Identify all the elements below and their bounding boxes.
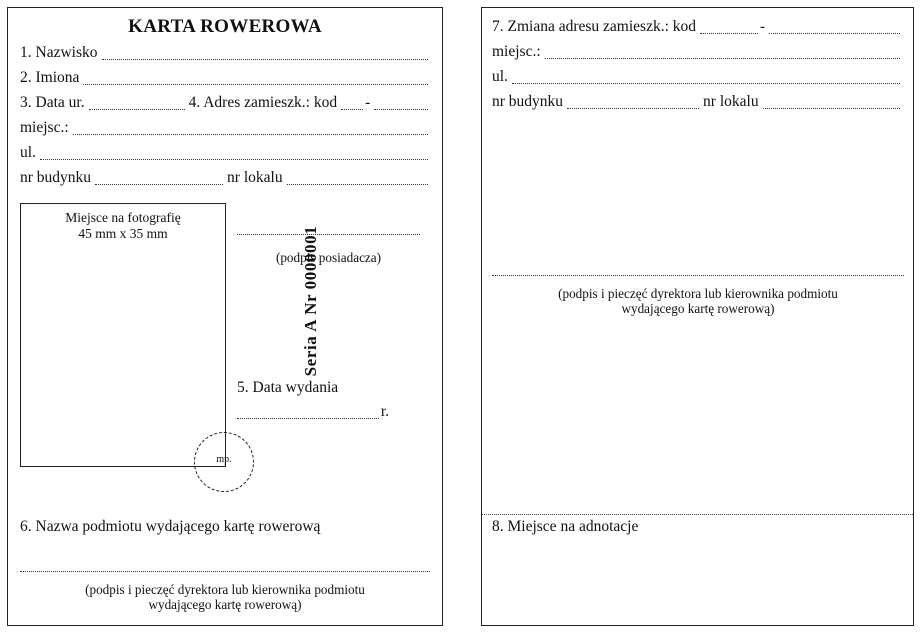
change-signature-caption bbox=[492, 286, 904, 316]
field-building-label: nr budynku bbox=[20, 169, 92, 186]
address-change-building-label: nr budynku bbox=[492, 93, 564, 110]
issuer-caption-line1: (podpis i pieczęć dyrektora lub kierownika podmiotu bbox=[85, 582, 365, 597]
field-address-code-label: 4. Adres zamieszk.: kod bbox=[188, 94, 338, 111]
photo-caption-line1: Miejsce na fotografię bbox=[65, 210, 181, 225]
change-signature-line[interactable] bbox=[492, 275, 904, 276]
address-change-street-line[interactable] bbox=[512, 83, 900, 84]
issue-date-line[interactable] bbox=[237, 418, 379, 419]
field-first-names[interactable] bbox=[20, 69, 430, 89]
address-change-unit-line[interactable] bbox=[763, 108, 900, 109]
address-change-street-label: ul. bbox=[492, 68, 508, 85]
address-change-building-unit[interactable] bbox=[492, 93, 902, 113]
address-change-field[interactable] bbox=[492, 18, 902, 38]
card-title: KARTA ROWEROWA bbox=[128, 16, 322, 37]
issuer-name-label: 6. Nazwa podmiotu wydającego kartę rowerową bbox=[20, 518, 321, 535]
field-surname-line[interactable] bbox=[102, 59, 429, 60]
stamp-label: mp. bbox=[216, 454, 232, 465]
serial-number-text: Seria A Nr 0000001 bbox=[301, 225, 320, 377]
address-change-town-label: miejsc.: bbox=[492, 43, 541, 60]
field-street[interactable] bbox=[20, 144, 430, 164]
address-change-building-line[interactable] bbox=[567, 108, 699, 109]
stamp-placeholder bbox=[194, 432, 254, 492]
address-change-street[interactable] bbox=[492, 68, 902, 88]
field-street-line[interactable] bbox=[40, 159, 428, 160]
issuer-signature-caption bbox=[20, 582, 430, 612]
field-surname[interactable] bbox=[20, 44, 430, 64]
issue-date-field[interactable] bbox=[237, 403, 389, 423]
address-change-label: 7. Zmiana adresu zamieszk.: kod bbox=[492, 18, 697, 35]
change-caption-line1: (podpis i pieczęć dyrektora lub kierownika podmiotu bbox=[558, 286, 838, 301]
field-birthdate-line[interactable] bbox=[89, 109, 185, 110]
annotations-label: 8. Miejsce na adnotacje bbox=[492, 518, 639, 535]
annotations-label-row bbox=[492, 518, 638, 538]
address-change-code-part2[interactable] bbox=[769, 33, 900, 34]
field-first-names-line[interactable] bbox=[83, 84, 428, 85]
field-town-line[interactable] bbox=[73, 134, 428, 135]
field-postcode-part2[interactable] bbox=[374, 109, 428, 110]
field-town-label: miejsc.: bbox=[20, 119, 69, 136]
bicycle-card-front bbox=[7, 7, 443, 626]
issue-date-suffix: r. bbox=[380, 403, 389, 420]
field-building-unit[interactable] bbox=[20, 169, 430, 189]
issuer-signature-line[interactable] bbox=[20, 571, 430, 572]
bicycle-card-back bbox=[481, 7, 914, 626]
field-surname-label: 1. Nazwisko bbox=[20, 44, 98, 61]
address-change-town[interactable] bbox=[492, 43, 902, 63]
photo-caption bbox=[21, 210, 225, 242]
field-street-label: ul. bbox=[20, 144, 36, 161]
postcode-dash: - bbox=[365, 94, 371, 111]
issue-date-label: 5. Data wydania bbox=[237, 379, 339, 396]
field-postcode-part1[interactable] bbox=[341, 109, 363, 110]
field-town[interactable] bbox=[20, 119, 430, 139]
annotations-area[interactable] bbox=[492, 542, 904, 618]
issuer-name-label-row bbox=[20, 518, 320, 538]
address-change-unit-label: nr lokalu bbox=[703, 93, 759, 110]
section-divider bbox=[482, 514, 913, 515]
field-first-names-label: 2. Imiona bbox=[20, 69, 80, 86]
field-building-line[interactable] bbox=[95, 184, 223, 185]
field-birthdate-address[interactable] bbox=[20, 94, 430, 114]
field-unit-label: nr lokalu bbox=[227, 169, 283, 186]
change-caption-line2: wydającego kartę rowerową) bbox=[621, 301, 775, 316]
address-change-dash: - bbox=[760, 18, 766, 35]
holder-signature-caption: (podpis posiadacza) bbox=[275, 250, 382, 265]
photo-caption-line2: 45 mm x 35 mm bbox=[78, 226, 168, 241]
field-unit-line[interactable] bbox=[287, 184, 428, 185]
issuer-caption-line2: wydającego kartę rowerową) bbox=[148, 597, 302, 612]
address-change-town-line[interactable] bbox=[545, 58, 900, 59]
field-birthdate-label: 3. Data ur. bbox=[20, 94, 85, 111]
address-change-code-part1[interactable] bbox=[700, 33, 758, 34]
photo-placeholder bbox=[20, 203, 226, 467]
issue-date-label-row bbox=[237, 379, 338, 399]
holder-signature-line[interactable] bbox=[237, 234, 420, 235]
